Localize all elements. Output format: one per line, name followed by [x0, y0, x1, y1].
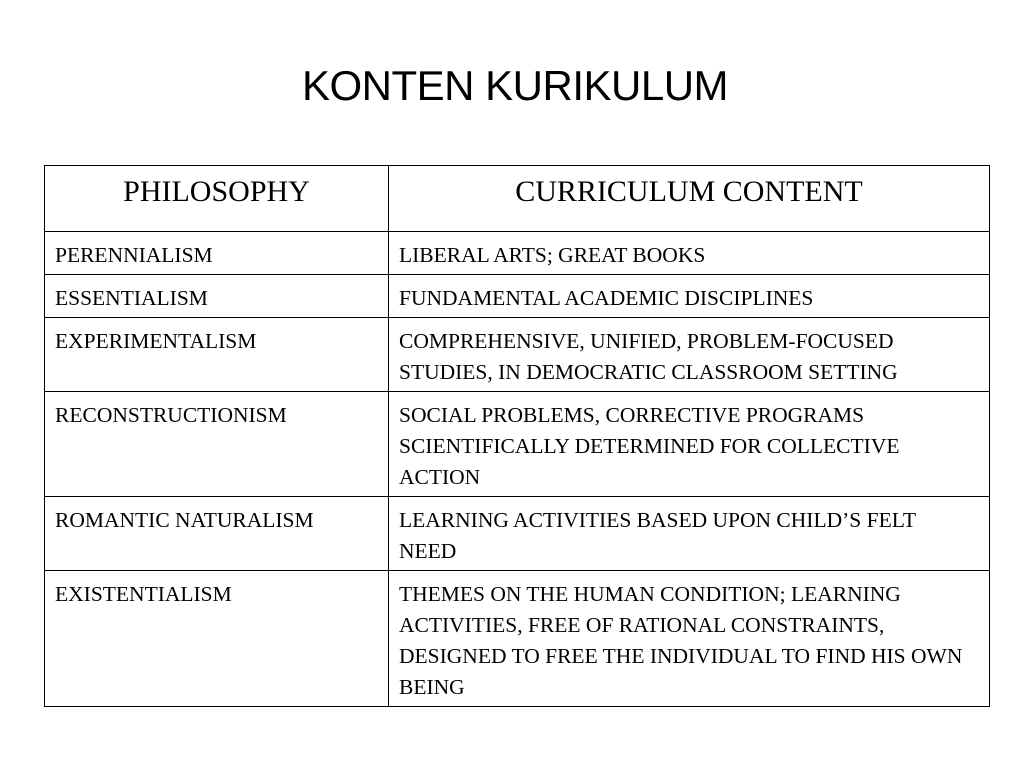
table-row [45, 392, 990, 497]
table-row [45, 497, 990, 571]
content-cell: SOCIAL PROBLEMS, CORRECTIVE PROGRAMS SCIENTIFICALLY DETERMINED FOR COLLECTIVE ACTION [389, 392, 990, 497]
table-row [45, 232, 990, 275]
philosophy-cell: EXPERIMENTALISM [45, 318, 389, 392]
content-cell: LEARNING ACTIVITIES BASED UPON CHILD’S FELT NEED [389, 497, 990, 571]
content-cell: FUNDAMENTAL ACADEMIC DISCIPLINES [389, 275, 990, 318]
header-curriculum-content: CURRICULUM CONTENT [389, 166, 990, 232]
philosophy-cell: ESSENTIALISM [45, 275, 389, 318]
philosophy-cell: RECONSTRUCTIONISM [45, 392, 389, 497]
header-philosophy: PHILOSOPHY [45, 166, 389, 232]
content-cell: LIBERAL ARTS; GREAT BOOKS [389, 232, 990, 275]
philosophy-cell: EXISTENTIALISM [45, 571, 389, 707]
curriculum-table-container [44, 165, 990, 707]
table-header-row [45, 166, 990, 232]
table-row [45, 571, 990, 707]
content-cell: THEMES ON THE HUMAN CONDITION; LEARNING ACTIVITIES, FREE OF RATIONAL CONSTRAINTS, DESIGNED TO FREE THE INDIVIDUAL TO FIND HIS OWN BEING [389, 571, 990, 707]
table-row [45, 275, 990, 318]
philosophy-cell: ROMANTIC NATURALISM [45, 497, 389, 571]
table-row [45, 318, 990, 392]
curriculum-table [44, 165, 990, 707]
content-cell: COMPREHENSIVE, UNIFIED, PROBLEM-FOCUSED STUDIES, IN DEMOCRATIC CLASSROOM SETTING [389, 318, 990, 392]
slide-title: KONTEN KURIKULUM [301, 62, 729, 109]
philosophy-cell: PERENNIALISM [45, 232, 389, 275]
